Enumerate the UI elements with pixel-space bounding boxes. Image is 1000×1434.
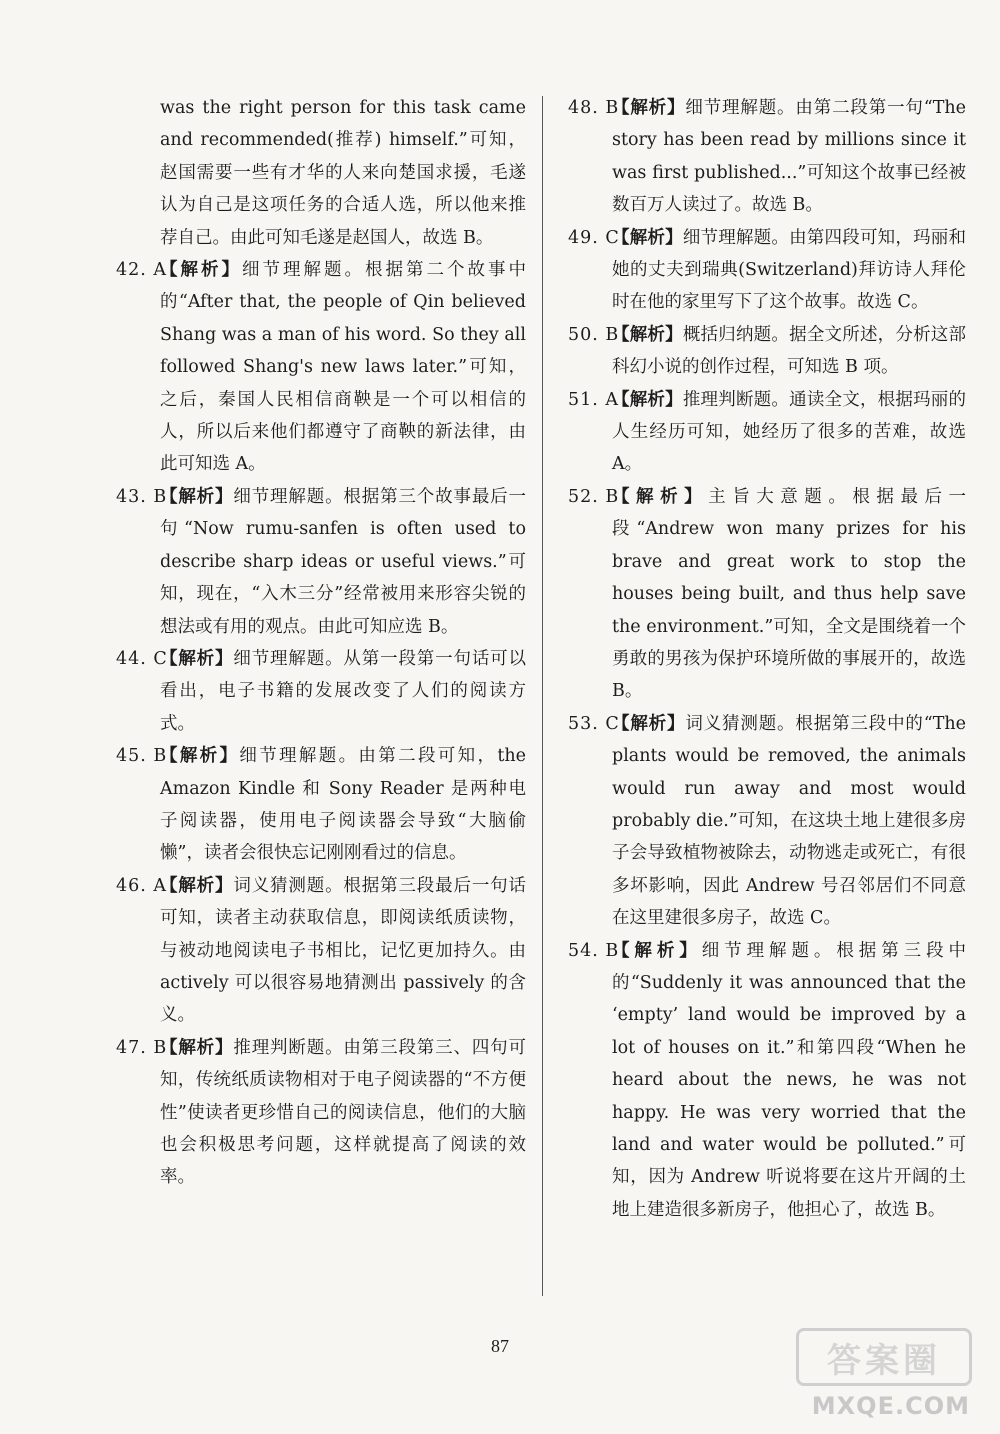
answer-number: 46. A: [116, 875, 168, 896]
analysis-tag: 【解析】: [612, 486, 709, 507]
answer-item-48: [568, 92, 966, 222]
answer-item-45: [116, 740, 526, 870]
page-number: 87: [491, 1336, 509, 1356]
analysis-tag: 【解析】: [160, 260, 242, 281]
answer-item-54: [568, 935, 966, 1227]
answer-number: 42. A: [116, 260, 168, 281]
answer-number: 47. B: [116, 1037, 168, 1058]
answer-text: 细节理解题。根据第三个故事最后一句“Now rumu-sanfen is often used to describe sharp ideas or useful views.”可知，现在，“入木三分”经常被用来形容尖锐的想法或有用的观点。由此可知应选 B。: [160, 486, 527, 637]
answer-text: 主旨大意题。根据最后一段“Andrew won many prizes for his brave and great work to stop the houses being built, and thus help save the environment.”可知，全文是围绕着一个勇敢的男孩为保护环境所做的事展开的，故选 B。: [612, 486, 967, 702]
answer-text: 细节理解题。根据第二个故事中的“After that, the people of Qin believed Shang was a man of his word. So they all followed Shang's new laws later.”可知，之后，秦国人民相信商鞅是一个可以相信的人，所以后来他们都遵守了商鞅的新法律，由此可知选 A。: [160, 260, 526, 475]
answer-item-52: [568, 481, 966, 708]
answer-number: 54. B: [568, 940, 620, 961]
answer-text: 细节理解题。从第一段第一句话可以看出，电子书籍的发展改变了人们的阅读方式。: [160, 648, 527, 734]
answer-text: 词义猜测题。根据第三段最后一句话可知，读者主动获取信息，即阅读纸质读物，与被动地阅读电子书相比，记忆更加持久。由 actively 可以很容易地猜测出 passively 的含义。: [160, 875, 527, 1026]
analysis-tag: 【解析】: [612, 324, 683, 345]
answer-text: 细节理解题。由第二段可知，the Amazon Kindle 和 Sony Reader 是两种电子阅读器，使用电子阅读器会导致“大脑偷懒”，读者会很快忘记刚刚看过的信息。: [160, 746, 526, 864]
answer-text: 细节理解题。由第四段可知，玛丽和她的丈夫到瑞典(Switzerland)拜访诗人拜伦时在他的家里写下了这个故事。故选 C。: [612, 227, 967, 313]
answer-item-46: [116, 870, 526, 1032]
right-column: [568, 92, 966, 1226]
continuation-paragraph: was the right person for this task came and recommended(推荐) himself.”可知，赵国需要一些有才华的人来向楚国求援，毛遂认为自己是这项任务的合适人选，所以他来推荐自己。由此可知毛遂是赵国人，故选 B。: [160, 98, 526, 248]
answer-number: 50. B: [568, 324, 620, 345]
answer-item-43: [116, 481, 526, 643]
answer-item-49: [568, 222, 966, 319]
analysis-tag: 【解析】: [160, 1037, 234, 1058]
column-divider: [542, 96, 543, 1296]
answer-number: 49. C: [568, 227, 620, 248]
analysis-tag: 【解析】: [612, 227, 683, 248]
answer-item-47: [116, 1032, 526, 1194]
left-column: [116, 92, 526, 1194]
answer-item-53: [568, 708, 966, 935]
watermark-url: MXQE.COM: [811, 1392, 970, 1420]
answer-text: 概括归纳题。据全文所述，分析这部科幻小说的创作过程，可知选 B 项。: [612, 324, 967, 378]
answer-number: 53. C: [568, 713, 620, 734]
answer-number: 51. A: [568, 389, 620, 410]
answer-item-51: [568, 384, 966, 481]
analysis-tag: 【解析】: [160, 486, 234, 507]
answer-text: 推理判断题。由第三段第三、四句可知，传统纸质读物相对于电子阅读器的“不方便性”使读者更珍惜自己的阅读信息，他们的大脑也会积极思考问题，这样就提高了阅读的效率。: [160, 1037, 527, 1188]
answer-number: 52. B: [568, 486, 620, 507]
answer-text: 细节理解题。根据第三段中的“Suddenly it was announced that the ‘empty’ land would be improved by a lot of houses on it.”和第四段“When he heard about the news, he was not happy. He was very worried that the land and water would be polluted.”可知，因为 Andrew 听说将要在这片开阔的土地上建造很多新房子，他担心了，故选 B。: [612, 940, 967, 1220]
analysis-tag: 【解析】: [612, 389, 683, 410]
answer-text: 词义猜测题。根据第三段中的“The plants would be removed, the animals would run away and most would probably die.”可知，在这块土地上建很多房子会导致植物被除去，动物逃走或死亡，有很多坏影响，因此 Andrew 号召邻居们不同意在这里建很多房子，故选 C。: [612, 713, 967, 929]
analysis-tag: 【解析】: [612, 98, 686, 118]
analysis-tag: 【解析】: [160, 648, 234, 669]
watermark-logo: 答案圈: [796, 1328, 972, 1386]
answer-item-44: [116, 643, 526, 740]
answer-number: 48. B: [568, 98, 620, 118]
analysis-tag: 【解析】: [160, 746, 240, 767]
answer-number: 45. B: [116, 746, 168, 767]
answer-number: 43. B: [116, 486, 168, 507]
answer-number: 44. C: [116, 648, 168, 669]
analysis-tag: 【解析】: [160, 875, 234, 896]
analysis-tag: 【解析】: [612, 713, 686, 734]
answer-item-50: [568, 319, 966, 384]
answer-text: 细节理解题。由第二段第一句“The story has been read by millions since it was first published...”可知这个故事已经被数百万人读过了。故选 B。: [612, 98, 967, 216]
analysis-tag: 【解析】: [612, 940, 702, 961]
answer-text: 推理判断题。通读全文，根据玛丽的人生经历可知，她经历了很多的苦难，故选 A。: [612, 389, 967, 475]
answer-item-42: [116, 254, 526, 481]
